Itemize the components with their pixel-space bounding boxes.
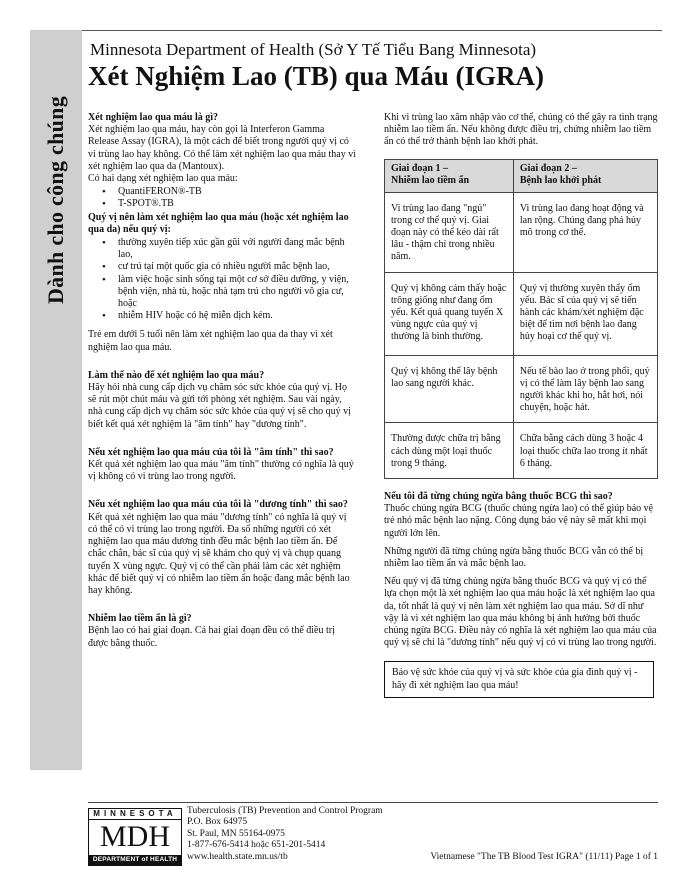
- left-column: [88, 112, 356, 650]
- stage-1-label: Giai đoạn 1 –: [391, 162, 448, 174]
- tb-stages-table: [384, 159, 658, 479]
- table-row: [385, 423, 658, 479]
- list-item: • nhiễm HIV hoặc có hệ miễn dịch kém.: [102, 310, 356, 322]
- children-note: Trẻ em dưới 5 tuổi nên làm xét nghiệm lao qua da thay vì xét nghiệm lao qua máu.: [88, 329, 333, 353]
- list-item: • làm việc hoặc sinh sống tại một cơ sở điều dưỡng, y viện, bệnh viện, nhà tù, hoặc nhà tạm trú cho người vô gia cư, hoặc: [102, 274, 356, 311]
- test-types-list: [102, 186, 356, 210]
- logo-department: DEPARTMENT of HEALTH: [89, 855, 181, 865]
- table-cell: Thường được chữa trị bằng cách dùng một loại thuốc trong 9 tháng.: [385, 423, 514, 479]
- page-title: Xét Nghiệm Lao (TB) qua Máu (IGRA): [88, 61, 544, 91]
- answer-latent-tb: Bệnh lao có hai giai đoạn. Cả hai giai đoạn đều có thể điều trị được bằng thuốc.: [88, 625, 335, 649]
- table-cell: Quý vị thường xuyên thấy ốm yếu. Bác sĩ của quý vị sẽ tiến hành các khám/xét nghiệm đặc biệt để tìm nơi bệnh lao đang hủy hoại cơ thể quý vị.: [513, 272, 657, 355]
- answer-how-to-test: Hãy hỏi nhà cung cấp dịch vụ chăm sóc sức khỏe của quý vị. Họ sẽ rút một chút máu và gửi tới phòng xét nghiệm. Sau vài ngày, nhà cung cấp dịch vụ chăm sóc sức khỏe của quý vị sẽ cho quý vị biết kết quả xét nghiệm là "âm tính" hay "dương tính".: [88, 382, 351, 430]
- table-cell: Quý vị không cảm thấy hoặc trông giống như đang ốm yếu. Kết quả quang tuyến X vùng ngực của quý vị thường là bình thường.: [385, 272, 514, 355]
- list-item: • cư trú tại một quốc gia có nhiều người mắc bệnh lao,: [102, 261, 356, 273]
- table-header-stage-2: [513, 159, 657, 192]
- right-column: [366, 112, 658, 698]
- po-box: P.O. Box 64975: [187, 817, 248, 828]
- stage-2-label: Giai đoạn 2 –: [519, 162, 577, 174]
- contact-block: [187, 806, 383, 863]
- phone-numbers: 1-877-676-5414 hoặc 651-201-5414: [187, 840, 326, 851]
- list-item: • T-SPOT®.TB: [102, 198, 356, 210]
- table-row: [385, 192, 658, 272]
- question-bcg: Nếu tôi đã từng chủng ngừa bằng thuốc BCG thì sao?: [384, 491, 613, 503]
- table-cell: Vi trùng lao đang hoạt động và lan rộng. Chúng đang phá hủy mô trong cơ thể.: [513, 192, 657, 272]
- test-types-intro: Có hai dạng xét nghiệm lao qua máu:: [88, 173, 238, 185]
- stage-2-name: Bệnh lao khởi phát: [519, 174, 602, 186]
- question-negative: Nếu xét nghiệm lao qua máu của tôi là "âm tính" thì sao?: [88, 446, 334, 458]
- stage-1-name: Nhiễm lao tiềm ẩn: [391, 174, 470, 186]
- question-what-is-igra: Xét nghiệm lao qua máu là gì?: [88, 112, 219, 123]
- question-positive: Nếu xét nghiệm lao qua máu của tôi là "dương tính" thì sao?: [88, 499, 348, 511]
- logo-letters: MDH: [99, 820, 170, 853]
- mdh-logo: [88, 808, 182, 866]
- tb-intro: Khi vi trùng lao xâm nhập vào cơ thể, chúng có thể gây ra tình trạng nhiễm lao tiềm ẩn. Nếu không được điều trị, chứng nhiễm lao tiềm ẩn có thể trở thành bệnh lao khởi phát.: [384, 112, 658, 148]
- logo-state: MINNESOTA: [89, 809, 181, 820]
- table-cell: Vi trùng lao đang "ngủ" trong cơ thể quý vị. Giai đoạn này có thể kéo dài rất lâu - thậm chí trong nhiều năm.: [385, 192, 514, 272]
- table-row: [385, 272, 658, 355]
- answer-positive: Kết quả xét nghiệm lao qua máu "dương tính" có nghĩa là quý vị có thể có vi trùng lao trong người. Đa số những người có xét nghiệm lao qua máu dương tính đều mắc bệnh lao tiềm ẩn. Để chắc chắn, bác sĩ của quý vị sẽ khám cho quý vị và chụp quang tuyến X vùng ngực. Quý vị có thể cần phải làm các xét nghiệm khác để biết quý vị có nhiễm lao tiềm ẩn hoặc đang mắc bệnh lao hay không.: [88, 511, 350, 596]
- answer-bcg-1: Thuốc chủng ngừa BCG (thuốc chủng ngừa lao) có thể giúp bảo vệ trẻ nhỏ mắc bệnh lao nặng. Công dụng bảo vệ này sẽ mất khi mọi người lớn lên.: [384, 503, 654, 539]
- program-name: Tuberculosis (TB) Prevention and Control Program: [187, 806, 383, 816]
- risk-list: [102, 237, 356, 322]
- website-link[interactable]: www.health.state.mn.us/tb: [187, 851, 288, 862]
- footer-rule: [88, 802, 658, 803]
- document-reference: Vietnamese "The TB Blood Test IGRA" (11/11) Page 1 of 1: [430, 852, 658, 862]
- answer-bcg-3: Nếu quý vị đã từng chủng ngừa bằng thuốc BCG và quý vị có thể lựa chọn một là xét nghiệm lao qua máu hoặc là xét nghiệm lao qua da, tốt nhất là quý vị nên làm xét nghiệm lao qua máu. Sở dĩ như vậy là vì xét nghiệm lao qua máu không bị ảnh hưởng bởi thuốc chủng ngừa BCG. Điều này có nghĩa là xét nghiệm lao qua máu của quý vị sẽ chỉ là "dương tính" nếu quý vị có vi trùng lao trong người.: [384, 576, 657, 649]
- question-who-should-test: Quý vị nên làm xét nghiệm lao qua máu (hoặc xét nghiệm lao qua da) nếu quý vị:: [88, 211, 349, 235]
- audience-label: Dành cho công chúng: [43, 95, 68, 305]
- header-rule: [82, 30, 662, 31]
- question-how-to-test: Làm thế nào để xét nghiệm lao qua máu?: [88, 369, 265, 381]
- table-cell: Nếu tế bào lao ở trong phổi, quý vị có thể làm lây bệnh lao sang người khác khi ho, hắt hơi, nói chuyện, hoặc hát.: [513, 355, 657, 423]
- callout-box: Bảo vệ sức khỏe của quý vị và sức khỏe của gia đình quý vị - hãy đi xét nghiệm lao qua máu!: [384, 661, 654, 697]
- table-row: [385, 355, 658, 423]
- list-item: • thường xuyên tiếp xúc gần gũi với người đang mắc bệnh lao,: [102, 237, 356, 261]
- table-header-stage-1: [385, 159, 514, 192]
- answer-what-is-igra: Xét nghiệm lao qua máu, hay còn gọi là Interferon Gamma Release Assay (IGRA), là một cách để biết trong người quý vị có vi trùng lao hay không. Có thể làm xét nghiệm lao qua máu thay vì xét nghiệm lao qua da (Mantoux).: [88, 124, 357, 172]
- list-item: • QuantiFERON®-TB: [102, 186, 356, 198]
- agency-name: Minnesota Department of Health (Sở Y Tế Tiểu Bang Minnesota): [90, 40, 537, 59]
- answer-bcg-2: Những người đã từng chủng ngừa bằng thuốc BCG vẫn có thể bị nhiễm lao tiềm ẩn và mắc bệnh lao.: [384, 545, 644, 570]
- table-cell: Quý vị không thể lây bệnh lao sang người khác.: [385, 355, 514, 423]
- answer-negative: Kết quả xét nghiệm lao qua máu "âm tính" thường có nghĩa là quý vị không có vi trùng lao trong người.: [88, 459, 354, 483]
- question-latent-tb: Nhiễm lao tiềm ẩn là gì?: [88, 613, 192, 625]
- table-cell: Chữa bằng cách dùng 3 hoặc 4 loại thuốc chữa lao trong ít nhất 6 tháng.: [513, 423, 657, 479]
- city-address: St. Paul, MN 55164-0975: [187, 828, 285, 839]
